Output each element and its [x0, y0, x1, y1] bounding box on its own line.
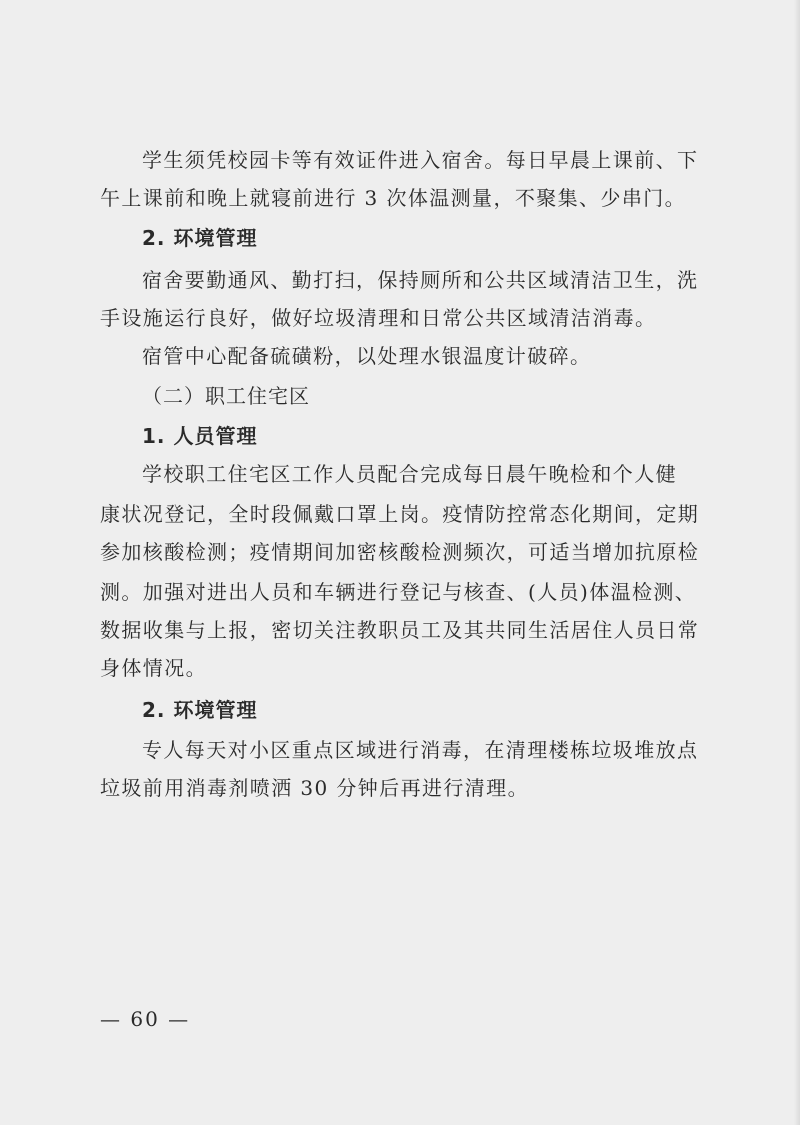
paragraph-line: 身体情况。 [100, 656, 207, 680]
paragraph-line: 参加核酸检测；疫情期间加密核酸检测频次，可适当增加抗原检 [100, 540, 700, 564]
paragraph-line: 康状况登记，全时段佩戴口罩上岗。疫情防控常态化期间，定期 [100, 502, 700, 526]
paragraph-line: 宿管中心配备硫磺粉，以处理水银温度计破碎。 [142, 344, 592, 368]
paragraph-line: 数据收集与上报，密切关注教职员工及其共同生活居住人员日常 [100, 618, 700, 642]
section-heading: 1. 人员管理 [142, 424, 258, 448]
paragraph-line: 学校职工住宅区工作人员配合完成每日晨午晚检和个人健 [142, 462, 677, 486]
paragraph-line: 测。加强对进出人员和车辆进行登记与核查、(人员)体温检测、 [100, 580, 697, 604]
page-number: — 60 — [100, 1007, 191, 1031]
paragraph-line: 垃圾前用消毒剂喷洒 30 分钟后再进行清理。 [100, 776, 529, 800]
subsection-heading: （二）职工住宅区 [142, 384, 310, 408]
paragraph-line: 宿舍要勤通风、勤打扫，保持厕所和公共区域清洁卫生，洗 [142, 268, 699, 292]
page-edge-shadow [794, 0, 800, 1125]
paragraph-line: 午上课前和晚上就寝前进行 3 次体温测量，不聚集、少串门。 [100, 186, 687, 210]
paragraph-line: 专人每天对小区重点区域进行消毒，在清理楼栋垃圾堆放点 [142, 738, 699, 762]
paragraph-line: 手设施运行良好，做好垃圾清理和日常公共区域清洁消毒。 [100, 306, 657, 330]
section-heading: 2. 环境管理 [142, 698, 258, 722]
section-heading: 2. 环境管理 [142, 226, 258, 250]
paragraph-line: 学生须凭校园卡等有效证件进入宿舍。每日早晨上课前、下 [142, 148, 699, 172]
